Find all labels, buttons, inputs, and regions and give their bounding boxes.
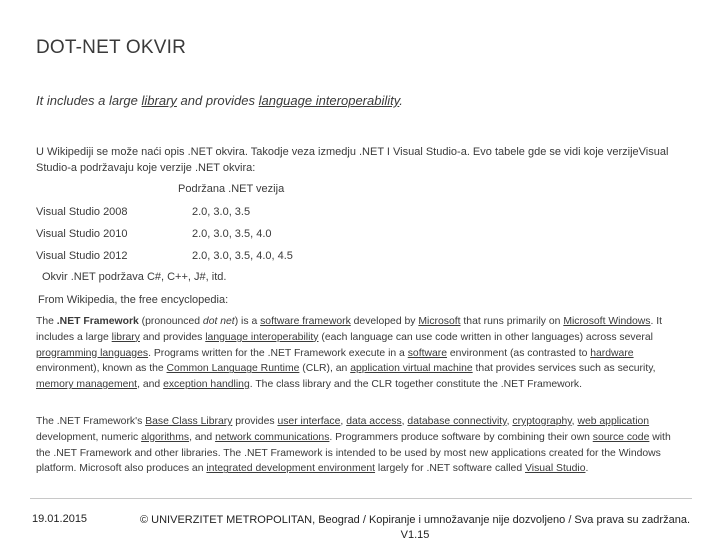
paragraph-text: provides xyxy=(232,416,278,427)
table-header: Podržana .NET vezija xyxy=(178,183,285,195)
paragraph-text: developed by xyxy=(350,316,419,327)
subtitle-text: It includes a large xyxy=(36,93,142,108)
paragraph-text: with the .NET Framework and other libraries. The .NET Framework is intended to be used by most new applications created for the Windows platform. Microsoft also produces an xyxy=(36,431,671,475)
framework-term: .NET Framework xyxy=(56,316,139,327)
subtitle-text: and provides xyxy=(176,93,259,108)
data-access-link[interactable]: data access xyxy=(346,416,402,427)
database-connectivity-link[interactable]: database connectivity xyxy=(407,416,507,427)
intro-paragraph: U Wikipediji se može naći opis .NET okvira. Takodje veza izmedju .NET I Visual Studio-a. Evo tabele gde se vidi koje verzijeVisual Studio-a podržavaju koje verzije .NET okvira: xyxy=(36,146,669,174)
hardware-link[interactable]: hardware xyxy=(590,347,634,359)
studio-cell: Visual Studio 2010 xyxy=(36,228,128,240)
paragraph-text: , xyxy=(340,416,347,427)
paragraph-text: (each language can use code written in other languages) across several xyxy=(318,331,653,343)
paragraph-text: environment (as contrasted to xyxy=(447,347,591,359)
paragraph-text: . Programs written for the .NET Framework execute in a xyxy=(148,347,408,359)
versions-cell: 2.0, 3.0, 3.5, 4.0, 4.5 xyxy=(192,250,293,262)
user-interface-link[interactable]: user interface xyxy=(277,416,341,427)
paragraph-text: (pronounced xyxy=(138,316,203,327)
source-note: From Wikipedia, the free encyclopedia: xyxy=(38,294,229,306)
paragraph-text: (CLR), an xyxy=(299,363,351,375)
paragraph-text: . Programmers produce software by combining their own xyxy=(329,431,593,443)
exception-handling-link[interactable]: exception handling xyxy=(163,379,250,391)
class-library-paragraph xyxy=(36,414,686,477)
microsoft-link[interactable]: Microsoft xyxy=(418,316,461,327)
pronunciation-text: dot net xyxy=(202,316,235,327)
web-application-link[interactable]: web application xyxy=(577,416,650,427)
memory-management-link[interactable]: memory management xyxy=(36,379,138,391)
source-code-link[interactable]: source code xyxy=(592,431,650,443)
paragraph-text: ) is a xyxy=(234,316,261,327)
versions-cell: 2.0, 3.0, 3.5, 4.0 xyxy=(192,228,272,240)
programming-languages-link[interactable]: programming languages xyxy=(36,347,149,359)
paragraph-text: , xyxy=(401,416,408,427)
paragraph-text: The .NET Framework's xyxy=(36,416,146,427)
table-row xyxy=(36,250,293,262)
software-link[interactable]: software xyxy=(407,347,448,359)
studio-cell: Visual Studio 2008 xyxy=(36,206,128,218)
paragraph-text: , and xyxy=(189,431,216,443)
slide-subtitle xyxy=(36,93,403,108)
base-class-library-link[interactable]: Base Class Library xyxy=(145,416,233,427)
ide-link[interactable]: integrated development environment xyxy=(206,463,376,475)
framework-paragraph xyxy=(36,314,686,393)
paragraph-text: environment), known as the xyxy=(36,363,167,375)
paragraph-text: development, numeric xyxy=(36,431,142,443)
application-vm-link[interactable]: application virtual machine xyxy=(350,363,473,375)
slide-title: DOT-NET OKVIR xyxy=(36,37,187,58)
clr-link[interactable]: Common Language Runtime xyxy=(166,363,300,375)
paragraph-text: , xyxy=(506,416,513,427)
paragraph-text: . The class library and the CLR together constitute the .NET Framework. xyxy=(249,379,582,391)
footer-date: 19.01.2015 xyxy=(32,513,88,525)
supported-languages-note: Okvir .NET podržava C#, C++, J#, itd. xyxy=(42,271,227,283)
paragraph-text: largely for .NET software called xyxy=(375,463,526,475)
language-interoperability-link[interactable]: language interoperability xyxy=(258,93,400,108)
table-row xyxy=(36,228,272,240)
visual-studio-link[interactable]: Visual Studio xyxy=(525,463,586,475)
cryptography-link[interactable]: cryptography xyxy=(512,416,572,427)
library-link[interactable]: library xyxy=(141,93,177,108)
library-link[interactable]: library xyxy=(111,331,140,343)
software-framework-link[interactable]: software framework xyxy=(260,316,351,327)
paragraph-text: The xyxy=(36,316,57,327)
paragraph-text: . xyxy=(585,463,589,475)
microsoft-windows-link[interactable]: Microsoft Windows xyxy=(563,316,651,327)
paragraph-text: that provides services such as security, xyxy=(472,363,656,375)
studio-cell: Visual Studio 2012 xyxy=(36,250,128,262)
footer-copyright: © UNIVERZITET METROPOLITAN, Beograd / Kopiranje i umnožavanje nije dozvoljeno / Sva prava su zadržana. V1.15 xyxy=(140,514,690,541)
language-interoperability-link[interactable]: language interoperability xyxy=(205,331,319,343)
network-communications-link[interactable]: network communications xyxy=(215,431,330,443)
paragraph-text: , and xyxy=(137,379,164,391)
footer-divider xyxy=(30,498,692,499)
paragraph-text: that runs primarily on xyxy=(460,316,564,327)
subtitle-text: . xyxy=(399,93,403,108)
paragraph-text: , xyxy=(571,416,578,427)
paragraph-text: . It includes a large xyxy=(36,316,663,343)
versions-cell: 2.0, 3.0, 3.5 xyxy=(192,206,251,218)
paragraph-text: and provides xyxy=(139,331,206,343)
algorithms-link[interactable]: algorithms xyxy=(141,431,190,443)
table-row xyxy=(36,206,251,218)
